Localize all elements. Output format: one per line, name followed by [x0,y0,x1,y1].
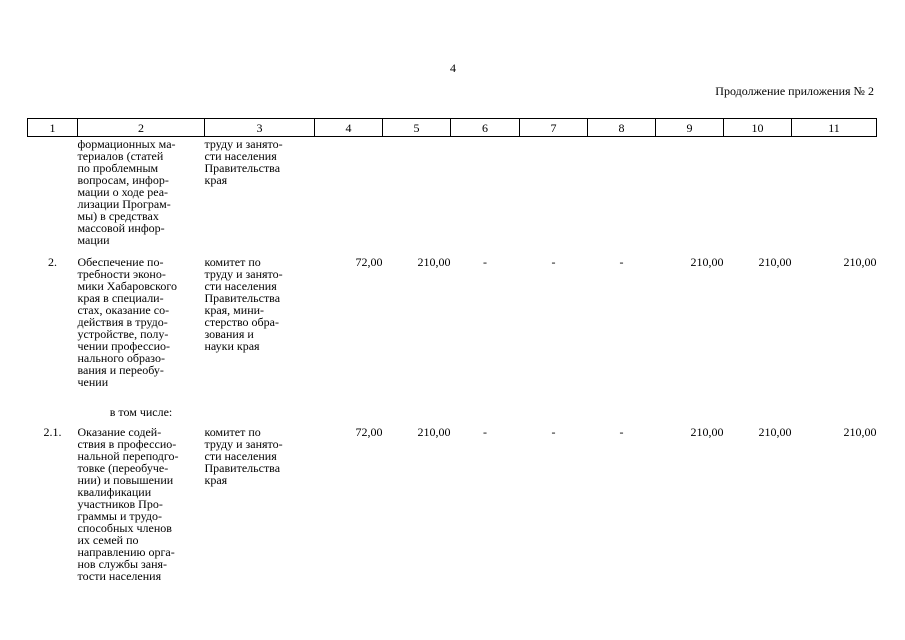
column-header: 7 [520,119,588,137]
column-header: 6 [451,119,520,137]
value-cell: - [483,424,487,439]
measure-executor: комитет по труду и занято- сти населения Правительства края [204,424,283,487]
measure-executor: комитет по труду и занято- сти населения Правительства края, мини- стерство обра- зования и науки края [204,254,283,353]
measure-description: Оказание содей- ствия в профессио- нальной переподго- товке (переобуче- нии) и повышении квалификации участников Про- граммы и трудо- способных членов их семей по направлению орга- нов службы заня- тости населения [77,424,179,583]
page-number: 4 [450,61,456,75]
measure-description: формационных ма- териалов (статей по проблемным вопросам, инфор- мации о ходе реа- лизации Програм- мы) в средствах массовой инфор- мации [77,137,176,247]
column-header: 1 [28,119,78,137]
column-header: 3 [205,119,315,137]
value-cell: - [483,254,487,269]
table-row [28,137,877,253]
including-label: в том числе: [109,404,173,419]
value-cell: 210,00 [417,424,451,439]
measure-description: Обеспечение по- требности эконо- мики Хабаровского края в специали- стах, оказание со- действия в трудо- устройстве, полу- чении профессио- нального образо- вания и переобу- чении [77,254,177,389]
value-cell: 72,00 [355,254,383,269]
value-cell: 210,00 [417,254,451,269]
value-cell: - [551,254,556,269]
table-row [28,253,877,404]
column-header: 8 [588,119,656,137]
column-header: 10 [724,119,792,137]
continuation-note: Продолжение приложения № 2 [715,84,874,98]
measure-executor: труду и занято- сти населения Правительства края [204,137,283,187]
column-header: 11 [792,119,877,137]
value-cell: - [619,254,624,269]
value-cell: 210,00 [690,424,724,439]
column-header: 2 [78,119,205,137]
column-header: 4 [315,119,383,137]
value-cell: 210,00 [843,254,877,269]
column-header: 9 [656,119,724,137]
value-cell: 72,00 [355,424,383,439]
column-header: 5 [383,119,451,137]
program-measures-table [27,118,877,582]
value-cell: 210,00 [758,254,792,269]
table-header-row [28,119,877,137]
value-cell: 210,00 [843,424,877,439]
table-row [28,424,877,582]
value-cell: 210,00 [690,254,724,269]
value-cell: - [551,424,556,439]
row-number: 2.1. [43,424,62,439]
row-number: 2. [48,254,57,269]
value-cell: 210,00 [758,424,792,439]
value-cell: - [619,424,624,439]
table-row [28,404,877,424]
